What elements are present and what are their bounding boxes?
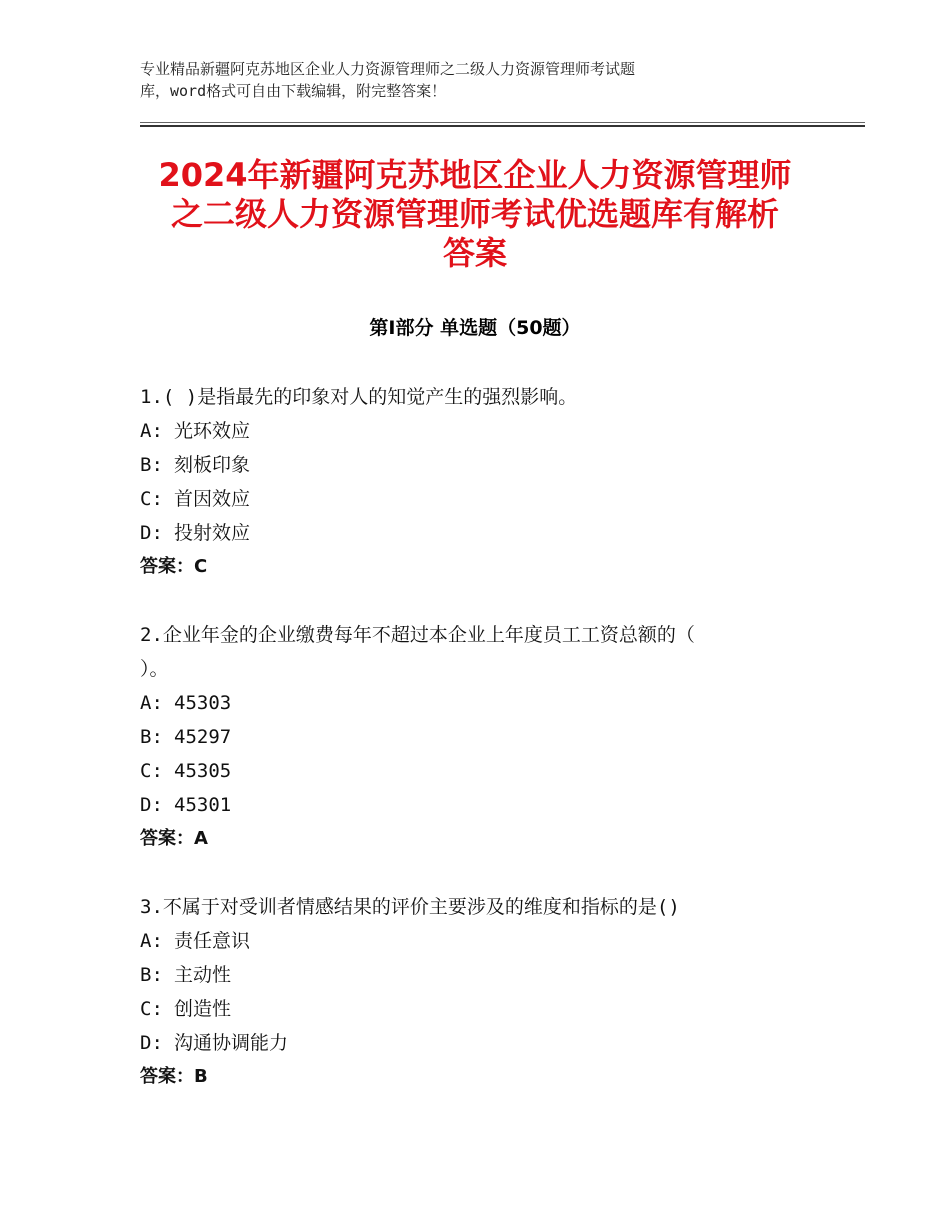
option-c: [140, 757, 840, 791]
title-line-2: 之二级人力资源管理师考试优选题库有解析: [170, 195, 779, 233]
option-d: [140, 1029, 840, 1063]
option-letter: B:: [140, 454, 163, 476]
option-text: 投射效应: [174, 522, 251, 544]
question-3: [140, 893, 840, 1097]
title-line-3: 答案: [442, 234, 507, 272]
header-divider: [140, 122, 865, 127]
question-stem: 3.不属于对受训者情感结果的评价主要涉及的维度和指标的是(): [140, 896, 680, 918]
question-2: [140, 621, 840, 859]
option-text: 责任意识: [174, 930, 251, 952]
question-list: [140, 383, 840, 1131]
option-letter: C:: [140, 760, 163, 782]
option-letter: C:: [140, 998, 163, 1020]
option-text: 刻板印象: [174, 454, 251, 476]
option-letter: A:: [140, 930, 163, 952]
option-text: 45301: [174, 794, 232, 816]
question-stem-continued: ）。: [140, 658, 169, 680]
question-1: [140, 383, 840, 587]
section-heading: 第Ⅰ部分 单选题（50题）: [369, 317, 581, 339]
option-letter: D:: [140, 794, 163, 816]
option-b: [140, 723, 840, 757]
document-title: [120, 156, 830, 273]
option-letter: D:: [140, 522, 163, 544]
option-c: [140, 995, 840, 1029]
option-c: [140, 485, 840, 519]
option-d: [140, 791, 840, 825]
option-letter: C:: [140, 488, 163, 510]
answer: 答案：B: [140, 1066, 208, 1087]
option-a: [140, 927, 840, 961]
document-header: [140, 58, 820, 102]
answer: 答案：A: [140, 828, 208, 849]
option-d: [140, 519, 840, 553]
option-text: 光环效应: [174, 420, 251, 442]
option-letter: D:: [140, 1032, 163, 1054]
option-b: [140, 451, 840, 485]
option-letter: A:: [140, 692, 163, 714]
header-line-2: 库，word格式可自由下载编辑，附完整答案！: [140, 82, 447, 100]
option-letter: A:: [140, 420, 163, 442]
question-stem: 2.企业年金的企业缴费每年不超过本企业上年度员工工资总额的（: [140, 624, 695, 646]
option-a: [140, 417, 840, 451]
option-text: 主动性: [174, 964, 232, 986]
option-text: 沟通协调能力: [174, 1032, 289, 1054]
question-stem: 1.( )是指最先的印象对人的知觉产生的强烈影响。: [140, 386, 578, 408]
header-line-1: 专业精品新疆阿克苏地区企业人力资源管理师之二级人力资源管理师考试题: [140, 60, 636, 78]
option-text: 45297: [174, 726, 232, 748]
option-b: [140, 961, 840, 995]
option-a: [140, 689, 840, 723]
title-line-1: 2024年新疆阿克苏地区企业人力资源管理师: [158, 156, 792, 194]
option-text: 创造性: [174, 998, 232, 1020]
option-text: 45303: [174, 692, 232, 714]
option-text: 首因效应: [174, 488, 251, 510]
option-letter: B:: [140, 726, 163, 748]
answer: 答案：C: [140, 556, 208, 577]
option-text: 45305: [174, 760, 232, 782]
option-letter: B:: [140, 964, 163, 986]
